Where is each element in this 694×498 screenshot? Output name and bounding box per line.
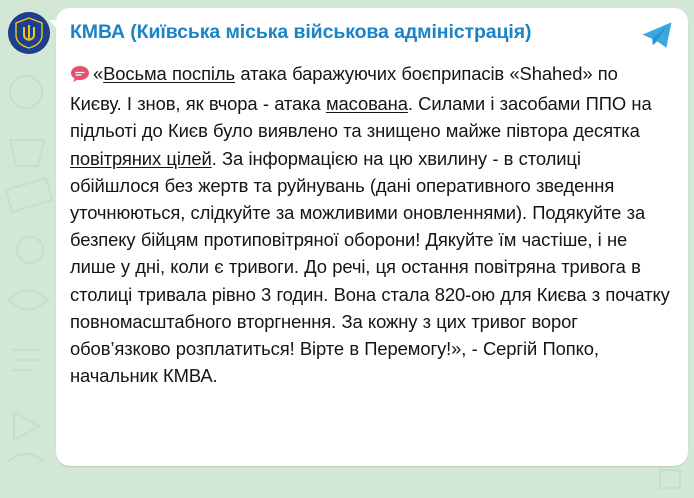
emphasized-text: масована — [325, 93, 408, 115]
message-container — [56, 8, 688, 492]
message-bubble[interactable] — [56, 8, 688, 466]
plain-text: . За інформацією на цю хвилину - в столиці обійшлося без жертв та руйнувань (дані оперативного зведення уточнюються, слідкуйте за можливими оновленнями). Подякуйте за безпеку бійцям протиповітряної оборони! Дякуйте їм частіше, і не лише у дні, коли є тривоги. До речі, ця остання повітряна тривога в столиці тривала рівно 3 годин. Вона стала 820-ою для Києва з початку повномасштабного вторгнення. За кожну з цих тривог ворог обов’язково розплатиться! Вірте в Перемогу!», - Сергій Попко, начальник КМВА. — [70, 147, 670, 387]
emphasized-text: Восьма поспіль — [103, 63, 236, 84]
coat-of-arms-icon — [14, 17, 44, 49]
message-header — [70, 20, 674, 52]
channel-name[interactable]: КМВА (Київська міська військова адміністрація) — [70, 21, 532, 43]
plain-text: « — [93, 63, 104, 84]
avatar[interactable] — [8, 12, 50, 54]
emphasized-text: повітряних цілей — [70, 147, 212, 169]
message-text — [70, 60, 674, 389]
plain-text: . Силами і засобами ППО на підльоті до Києв було виявлено та знищено майже півтора десятка — [70, 93, 652, 142]
message-text-content — [70, 63, 670, 386]
speech-balloon-emoji — [70, 63, 90, 90]
plain-text: атака баражуючих боєприпасів «Shahed» по Києву. І знов, як вчора - атака — [70, 63, 618, 115]
telegram-plane-icon[interactable] — [640, 18, 674, 52]
